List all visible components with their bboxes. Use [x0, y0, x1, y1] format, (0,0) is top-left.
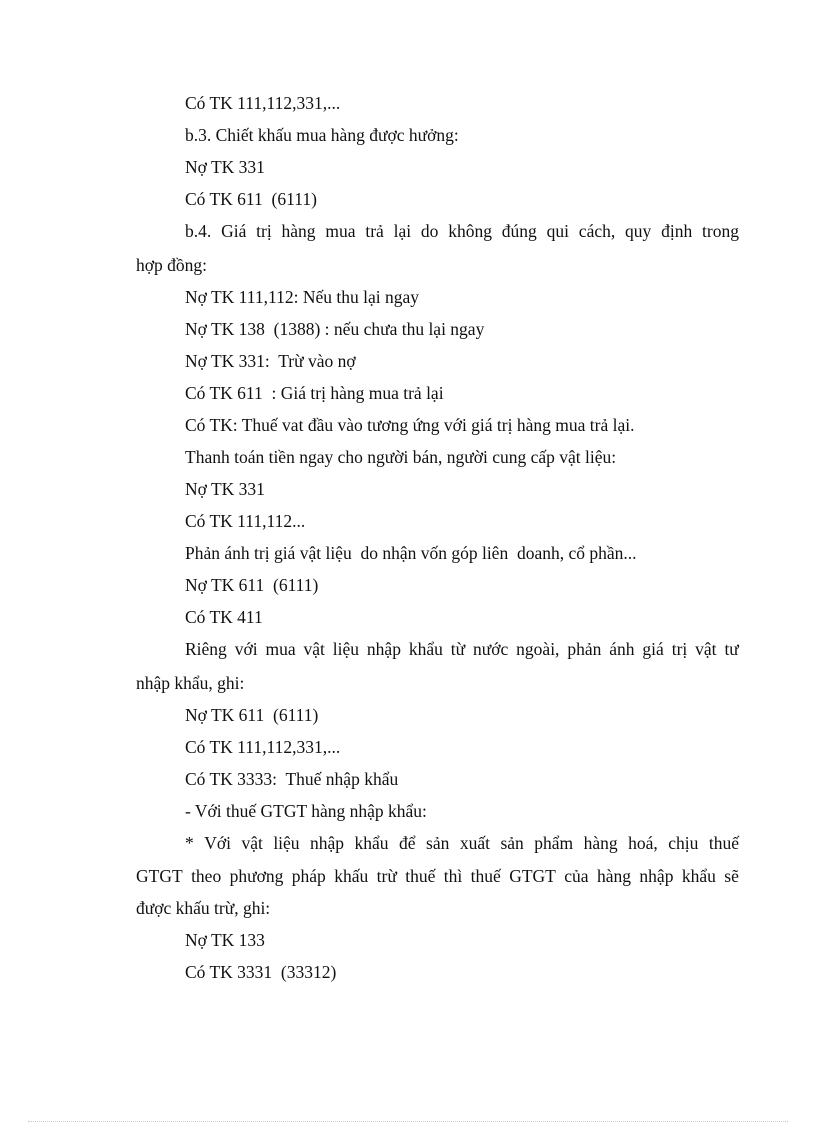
text-line: Phản ánh trị giá vật liệu do nhận vốn góp liên doanh, cổ phần... [185, 543, 637, 563]
text-line: Có TK 611 : Giá trị hàng mua trả lại [185, 383, 444, 403]
word: ngoài, [516, 639, 560, 659]
word: tư [724, 639, 739, 659]
word: vật [241, 833, 263, 853]
text-line: Nợ TK 611 (6111) [185, 575, 319, 595]
word: trị [256, 221, 272, 241]
word: trả [365, 221, 384, 241]
text-line: Nợ TK 133 [185, 930, 265, 950]
text-line: hợp đồng: [136, 255, 207, 275]
text-line: Có TK 111,112,331,... [185, 93, 341, 113]
word: sản [426, 833, 450, 853]
text-line: Có TK 111,112,331,... [185, 737, 341, 757]
word: * [185, 833, 194, 853]
word: liệu [332, 639, 360, 659]
text-line: b.3. Chiết khấu mua hàng được hưởng: [185, 125, 459, 145]
word: qui [546, 221, 569, 241]
word: thuế [470, 866, 501, 886]
word: Riêng [185, 639, 227, 659]
word: thuế [708, 833, 739, 853]
text-line: nhập khẩu, ghi: [136, 673, 245, 693]
text-line: Nợ TK 111,112: Nếu thu lại ngay [185, 287, 419, 307]
word: thì [443, 866, 463, 886]
text-line: Thanh toán tiền ngay cho người bán, người cung cấp vật liệu: [185, 447, 617, 467]
word: GTGT [509, 866, 556, 886]
word: pháp [291, 866, 326, 886]
word: hàng [281, 221, 316, 241]
word: với [234, 639, 258, 659]
word: nhập [366, 639, 401, 659]
word: nước [473, 639, 509, 659]
word: chịu [668, 833, 699, 853]
word: từ [450, 639, 466, 659]
word: để [399, 833, 416, 853]
word: mua [265, 639, 296, 659]
text-line: Nợ TK 331 [185, 157, 265, 177]
word: sẽ [724, 866, 739, 886]
word: phương [229, 866, 284, 886]
word: theo [191, 866, 222, 886]
text-line: Nợ TK 331: Trừ vào nợ [185, 351, 356, 371]
text-line: Có TK 611 (6111) [185, 189, 317, 209]
word: giá [642, 639, 664, 659]
justified-line [185, 833, 739, 853]
text-line: Nợ TK 611 (6111) [185, 705, 319, 725]
text-line: Có TK: Thuế vat đầu vào tương ứng với giá trị hàng mua trả lại. [185, 415, 635, 435]
word: ánh [609, 639, 635, 659]
word: của [564, 866, 589, 886]
justified-line [185, 639, 739, 659]
text-line: - Với thuế GTGT hàng nhập khẩu: [185, 801, 427, 821]
word: phản [567, 639, 602, 659]
word: khẩu [408, 639, 443, 659]
word: khẩu [681, 866, 716, 886]
word: quy [625, 221, 652, 241]
word: vật [303, 639, 325, 659]
word: sản [500, 833, 524, 853]
word: phẩm [534, 833, 574, 853]
word: lại [393, 221, 412, 241]
word: nhập [310, 833, 345, 853]
word: khấu [334, 866, 369, 886]
word: Với [204, 833, 231, 853]
word: thuế [405, 866, 436, 886]
word: hàng [596, 866, 632, 886]
text-line: Có TK 411 [185, 607, 263, 627]
word: hàng [583, 833, 618, 853]
word: khẩu [354, 833, 389, 853]
word: b.4. [185, 221, 212, 241]
justified-line [136, 866, 739, 886]
word: đúng [501, 221, 537, 241]
word: mua [325, 221, 356, 241]
text-line: Có TK 3331 (33312) [185, 962, 337, 982]
word: GTGT [136, 866, 183, 886]
word: không [448, 221, 492, 241]
text-line: Có TK 3333: Thuế nhập khẩu [185, 769, 399, 789]
word: vật [695, 639, 717, 659]
word: cách, [578, 221, 616, 241]
page-bottom-divider [28, 1121, 788, 1122]
word: liệu [273, 833, 300, 853]
text-line: Nợ TK 331 [185, 479, 265, 499]
text-line: Nợ TK 138 (1388) : nếu chưa thu lại ngay [185, 319, 485, 339]
word: nhập [639, 866, 674, 886]
justified-line [185, 221, 739, 241]
word: định [661, 221, 693, 241]
word: trị [671, 639, 688, 659]
word: trừ [376, 866, 397, 886]
word: do [420, 221, 439, 241]
text-line: Có TK 111,112... [185, 511, 306, 531]
text-line: được khấu trừ, ghi: [136, 898, 271, 918]
word: trong [702, 221, 739, 241]
word: Giá [221, 221, 247, 241]
word: xuất [459, 833, 490, 853]
word: hoá, [628, 833, 658, 853]
